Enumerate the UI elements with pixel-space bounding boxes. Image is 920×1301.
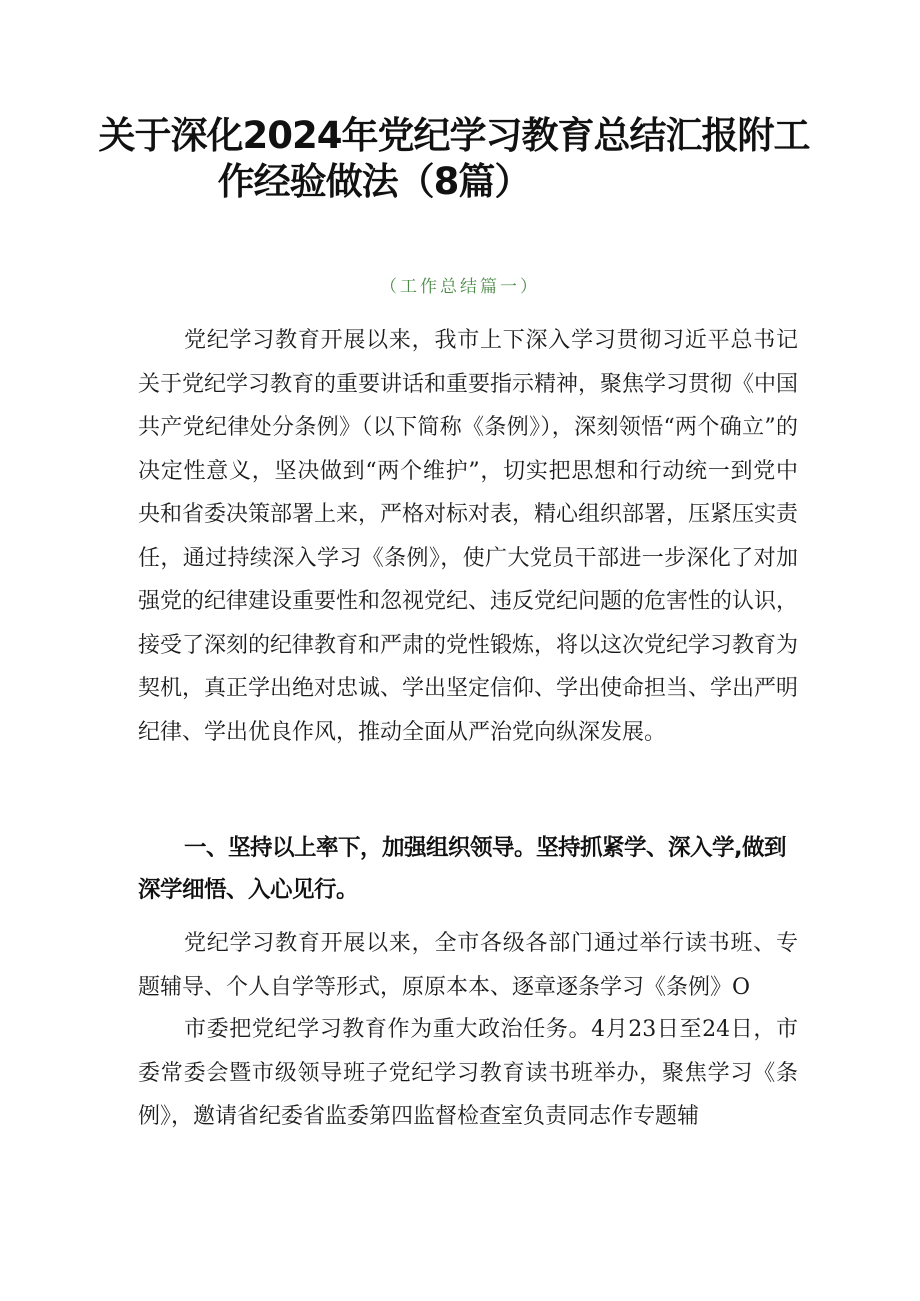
section-heading-1: 一、坚持以上率下，加强组织领导。坚持抓紧学、深入学,做到深学细悟、入心见行。 [138,835,787,903]
body-paragraph-1: 党纪学习教育开展以来，我市上下深入学习贯彻习近平总书记关于党纪学习教育的重要讲话和重要指示精神，聚焦学习贯彻《中国共产党纪律处分条例》（以下简称《条例》），深刻领悟“两个确立”的决定性意义，坚决做到“两个维护”，切实把思想和行动统一到党中央和省委决策部署上来，严格对标对表，精心组织部署，压紧压实责任，通过持续深入学习《条例》，使广大党员干部进一步深化了对加强党的纪律建设重要性和忽视党纪、违反党纪问题的危害性的认识，接受了深刻的纪律教育和严肃的党性锻炼，将以这次党纪学习教育为契机，真正学出绝对忠诚、学出坚定信仰、学出使命担当、学出严明纪律、学出优良作风，推动全面从严治党向纵深发展。 [138,328,799,745]
body-paragraph-3: 市委把党纪学习教育作为重大政治任务。4月23日至24日，市委常委会暨市级领导班子党纪学习教育读书班举办，聚焦学习《条例》，邀请省纪委省监委第四监督检查室负责同志作专题辅 [138,1017,798,1129]
section-subtitle: （工作总结篇一） [380,277,540,297]
document-title-line-2: 作经验做法（8篇） [217,160,531,203]
body-paragraph-2: 党纪学习教育开展以来，全市各级各部门通过举行读书班、专题辅导、个人自学等形式，原原本本、逐章逐条学习《条例》O [138,931,798,1000]
document-title-line-1: 关于深化2024年党纪学习教育总结汇报附工 [98,114,810,157]
